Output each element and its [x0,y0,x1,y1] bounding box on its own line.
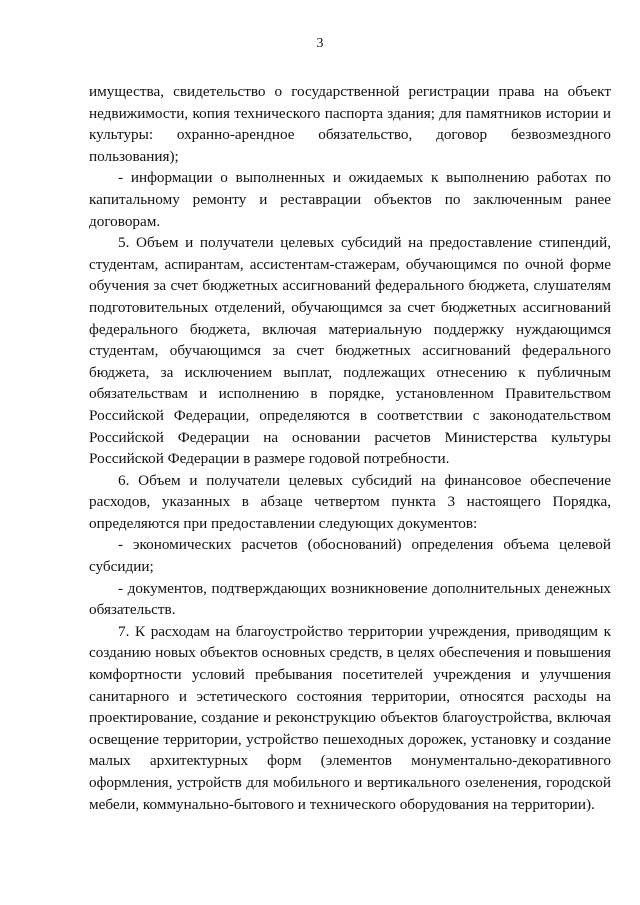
document-body [89,81,611,815]
paragraph: 6. Объем и получатели целевых субсидий на финансовое обеспечение расходов, указанных в абзаце четвертом пункта 3 настоящего Порядка, определяются при предоставлении следующих документов: [89,471,611,532]
paragraph: 7. К расходам на благоустройство территории учреждения, приводящим к созданию новых объектов основных средств, в целях обеспечения и повышения комфортности условий пребывания посетителей учреждения и улучшения санитарного и эстетического состояния территории, относятся расходы на проектирование, создание и реконструкцию объектов благоустройства, включая освещение территории, устройство пешеходных дорожек, установку и создание малых архитектурных форм (элементов монументально-декоративного оформления, устройств для мобильного и вертикального озеленения, городской мебели, коммунально-бытового и технического оборудования на территории). [89,622,611,813]
paragraph: имущества, свидетельство о государственной регистрации права на объект недвижимости, копия технического паспорта здания; для памятников истории и культуры: охранно-арендное обязательство, договор безвозмездного пользования); [89,83,611,165]
page-number: 3 [316,36,324,51]
paragraph: - информации о выполненных и ожидаемых к выполнению работах по капитальному ремонту и реставрации объектов по заключенным ранее договорам. [89,169,611,230]
paragraph: 5. Объем и получатели целевых субсидий на предоставление стипендий, студентам, аспирантам, ассистентам-стажерам, обучающимся по очной форме обучения за счет бюджетных ассигнований федерального бюджета, слушателям подготовительных отделений, обучающимся за счет бюджетных ассигнований федерального бюджета, включая материальную поддержку нуждающимся студентам, обучающимся за счет бюджетных ассигнований федерального бюджета, за исключением выплат, подлежащих отнесению к публичным обязательствам и исполнению в порядке, установленном Правительством Российской Федерации, определяются в соответствии с законодательством Российской Федерации на основании расчетов Министерства культуры Российской Федерации в размере годовой потребности. [89,234,611,468]
paragraph: - экономических расчетов (обоснований) определения объема целевой субсидии; [89,536,611,576]
paragraph: - документов, подтверждающих возникновение дополнительных денежных обязательств. [89,579,611,619]
